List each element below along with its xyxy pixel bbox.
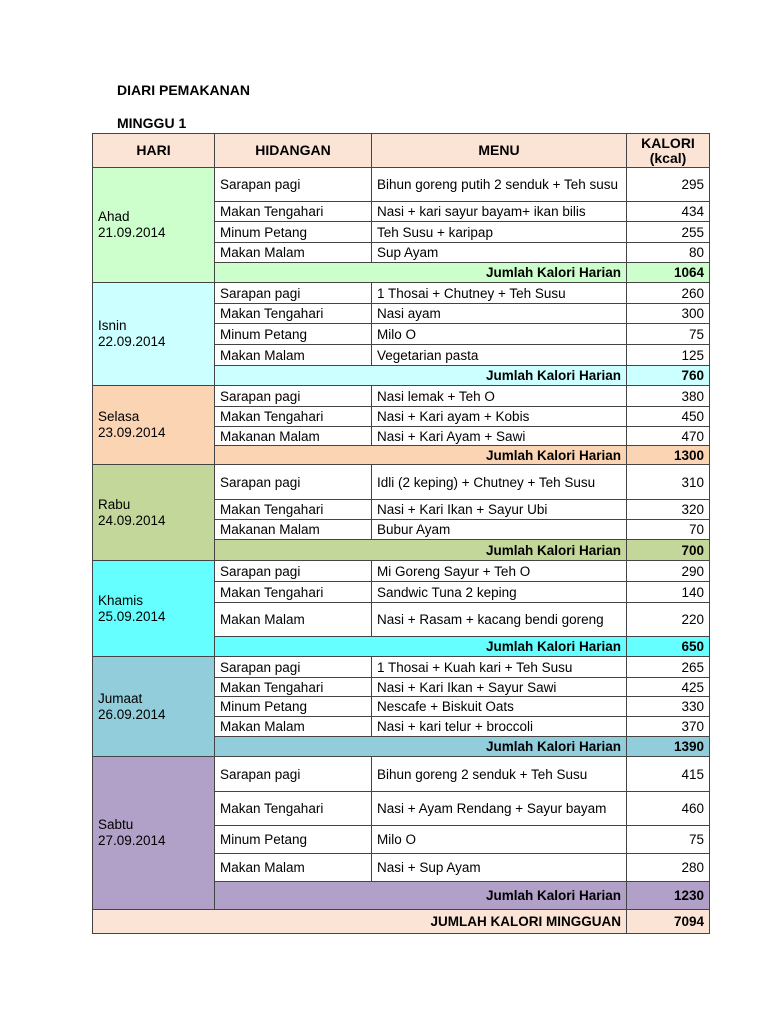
daily-total-value: 760 <box>627 366 710 386</box>
meal-type-cell: Makan Tengahari <box>215 582 372 603</box>
meal-type-cell: Makanan Malam <box>215 427 372 446</box>
daily-total-value: 1390 <box>627 737 710 757</box>
menu-cell: Nasi + kari telur + broccoli <box>372 717 627 737</box>
daily-total-label: Jumlah Kalori Harian <box>215 637 627 657</box>
menu-cell: Nasi lemak + Teh O <box>372 386 627 407</box>
menu-cell: Vegetarian pasta <box>372 345 627 366</box>
menu-cell: Teh Susu + karipap <box>372 222 627 243</box>
day-date: 24.09.2014 <box>98 512 166 528</box>
day-date: 23.09.2014 <box>98 425 166 440</box>
day-cell <box>93 386 215 465</box>
meal-row <box>93 283 710 304</box>
calorie-cell: 75 <box>627 324 710 345</box>
table-header-row <box>93 134 710 168</box>
daily-total-value: 1064 <box>627 263 710 283</box>
meal-type-cell: Makan Tengahari <box>215 304 372 324</box>
meal-type-cell: Sarapan pagi <box>215 757 372 792</box>
menu-cell: Idli (2 keping) + Chutney + Teh Susu <box>372 465 627 500</box>
meal-type-cell: Makan Tengahari <box>215 792 372 826</box>
meal-type-cell: Minum Petang <box>215 222 372 243</box>
daily-total-value: 1300 <box>627 446 710 465</box>
calorie-cell: 300 <box>627 304 710 324</box>
calorie-cell: 434 <box>627 202 710 222</box>
daily-total-value: 650 <box>627 637 710 657</box>
meal-row <box>93 757 710 792</box>
daily-total-label: Jumlah Kalori Harian <box>215 540 627 561</box>
meal-type-cell: Makan Tengahari <box>215 500 372 520</box>
day-cell <box>93 757 215 910</box>
menu-cell: 1 Thosai + Kuah kari + Teh Susu <box>372 657 627 678</box>
menu-cell: Sup Ayam <box>372 243 627 263</box>
meal-type-cell: Sarapan pagi <box>215 657 372 678</box>
menu-cell: Bubur Ayam <box>372 520 627 540</box>
meal-row <box>93 657 710 678</box>
menu-cell: Nasi + Sup Ayam <box>372 854 627 882</box>
day-name: Ahad <box>98 209 130 224</box>
calorie-cell: 265 <box>627 657 710 678</box>
menu-cell: Nasi ayam <box>372 304 627 324</box>
calorie-cell: 125 <box>627 345 710 366</box>
calorie-cell: 330 <box>627 697 710 717</box>
day-date: 25.09.2014 <box>98 608 166 624</box>
calorie-cell: 290 <box>627 561 710 582</box>
menu-cell: Bihun goreng putih 2 senduk + Teh susu <box>372 168 627 202</box>
meal-type-cell: Sarapan pagi <box>215 386 372 407</box>
meal-type-cell: Makan Malam <box>215 603 372 637</box>
day-name: Jumaat <box>98 690 143 706</box>
weekly-total-row <box>93 910 710 934</box>
calorie-cell: 70 <box>627 520 710 540</box>
calorie-cell: 370 <box>627 717 710 737</box>
meal-type-cell: Makan Malam <box>215 243 372 263</box>
menu-cell: Bihun goreng 2 senduk + Teh Susu <box>372 757 627 792</box>
day-cell <box>93 168 215 283</box>
daily-total-value: 700 <box>627 540 710 561</box>
calorie-cell: 425 <box>627 678 710 697</box>
calorie-cell: 450 <box>627 407 710 427</box>
day-cell <box>93 283 215 386</box>
day-date: 26.09.2014 <box>98 706 166 722</box>
header-menu: MENU <box>372 134 627 168</box>
meal-type-cell: Sarapan pagi <box>215 168 372 202</box>
calorie-cell: 75 <box>627 826 710 854</box>
diary-body <box>93 168 710 910</box>
day-name: Isnin <box>98 318 127 333</box>
day-date: 21.09.2014 <box>98 225 166 240</box>
document-title: DIARI PEMAKANAN <box>117 82 250 98</box>
meal-type-cell: Makan Malam <box>215 717 372 737</box>
menu-cell: Milo O <box>372 324 627 345</box>
calorie-cell: 220 <box>627 603 710 637</box>
day-name: Selasa <box>98 409 140 424</box>
menu-cell: Nescafe + Biskuit Oats <box>372 697 627 717</box>
calorie-cell: 280 <box>627 854 710 882</box>
daily-total-label: Jumlah Kalori Harian <box>215 882 627 910</box>
calorie-cell: 320 <box>627 500 710 520</box>
daily-total-label: Jumlah Kalori Harian <box>215 263 627 283</box>
calorie-cell: 140 <box>627 582 710 603</box>
menu-cell: Nasi + Rasam + kacang bendi goreng <box>372 603 627 637</box>
day-name: Khamis <box>98 592 144 608</box>
menu-cell: Nasi + Kari ayam + Kobis <box>372 407 627 427</box>
meal-row <box>93 561 710 582</box>
diet-diary-table <box>92 133 710 934</box>
calorie-cell: 255 <box>627 222 710 243</box>
calorie-cell: 310 <box>627 465 710 500</box>
meal-type-cell: Sarapan pagi <box>215 465 372 500</box>
meal-type-cell: Makan Malam <box>215 854 372 882</box>
calorie-cell: 470 <box>627 427 710 446</box>
daily-total-label: Jumlah Kalori Harian <box>215 366 627 386</box>
day-cell <box>93 465 215 561</box>
weekly-total-label: JUMLAH KALORI MINGGUAN <box>93 910 627 934</box>
day-name: Rabu <box>98 496 131 512</box>
calorie-cell: 460 <box>627 792 710 826</box>
day-date: 27.09.2014 <box>98 833 166 848</box>
menu-cell: Nasi + Kari Ayam + Sawi <box>372 427 627 446</box>
calorie-cell: 260 <box>627 283 710 304</box>
calorie-cell: 415 <box>627 757 710 792</box>
menu-cell: Nasi + Kari Ikan + Sayur Sawi <box>372 678 627 697</box>
meal-type-cell: Minum Petang <box>215 697 372 717</box>
day-name: Sabtu <box>98 817 134 832</box>
meal-row <box>93 465 710 500</box>
meal-type-cell: Makan Malam <box>215 345 372 366</box>
daily-total-label: Jumlah Kalori Harian <box>215 737 627 757</box>
menu-cell: Mi Goreng Sayur + Teh O <box>372 561 627 582</box>
meal-row <box>93 386 710 407</box>
menu-cell: 1 Thosai + Chutney + Teh Susu <box>372 283 627 304</box>
menu-cell: Nasi + kari sayur bayam+ ikan bilis <box>372 202 627 222</box>
day-cell <box>93 657 215 757</box>
daily-total-label: Jumlah Kalori Harian <box>215 446 627 465</box>
calorie-cell: 380 <box>627 386 710 407</box>
menu-cell: Nasi + Kari Ikan + Sayur Ubi <box>372 500 627 520</box>
meal-type-cell: Makan Tengahari <box>215 678 372 697</box>
menu-cell: Sandwic Tuna 2 keping <box>372 582 627 603</box>
day-date: 22.09.2014 <box>98 334 166 349</box>
meal-type-cell: Minum Petang <box>215 826 372 854</box>
meal-type-cell: Sarapan pagi <box>215 561 372 582</box>
day-cell <box>93 561 215 657</box>
meal-type-cell: Makan Tengahari <box>215 202 372 222</box>
meal-type-cell: Makan Tengahari <box>215 407 372 427</box>
daily-total-value: 1230 <box>627 882 710 910</box>
header-hidangan: HIDANGAN <box>215 134 372 168</box>
meal-type-cell: Minum Petang <box>215 324 372 345</box>
week-title: MINGGU 1 <box>117 115 187 131</box>
menu-cell: Milo O <box>372 826 627 854</box>
menu-cell: Nasi + Ayam Rendang + Sayur bayam <box>372 792 627 826</box>
calorie-cell: 295 <box>627 168 710 202</box>
meal-row <box>93 168 710 202</box>
calorie-cell: 80 <box>627 243 710 263</box>
header-kalori: KALORI (kcal) <box>627 134 710 168</box>
meal-type-cell: Makanan Malam <box>215 520 372 540</box>
header-hari: HARI <box>93 134 215 168</box>
weekly-total-value: 7094 <box>627 910 710 934</box>
meal-type-cell: Sarapan pagi <box>215 283 372 304</box>
